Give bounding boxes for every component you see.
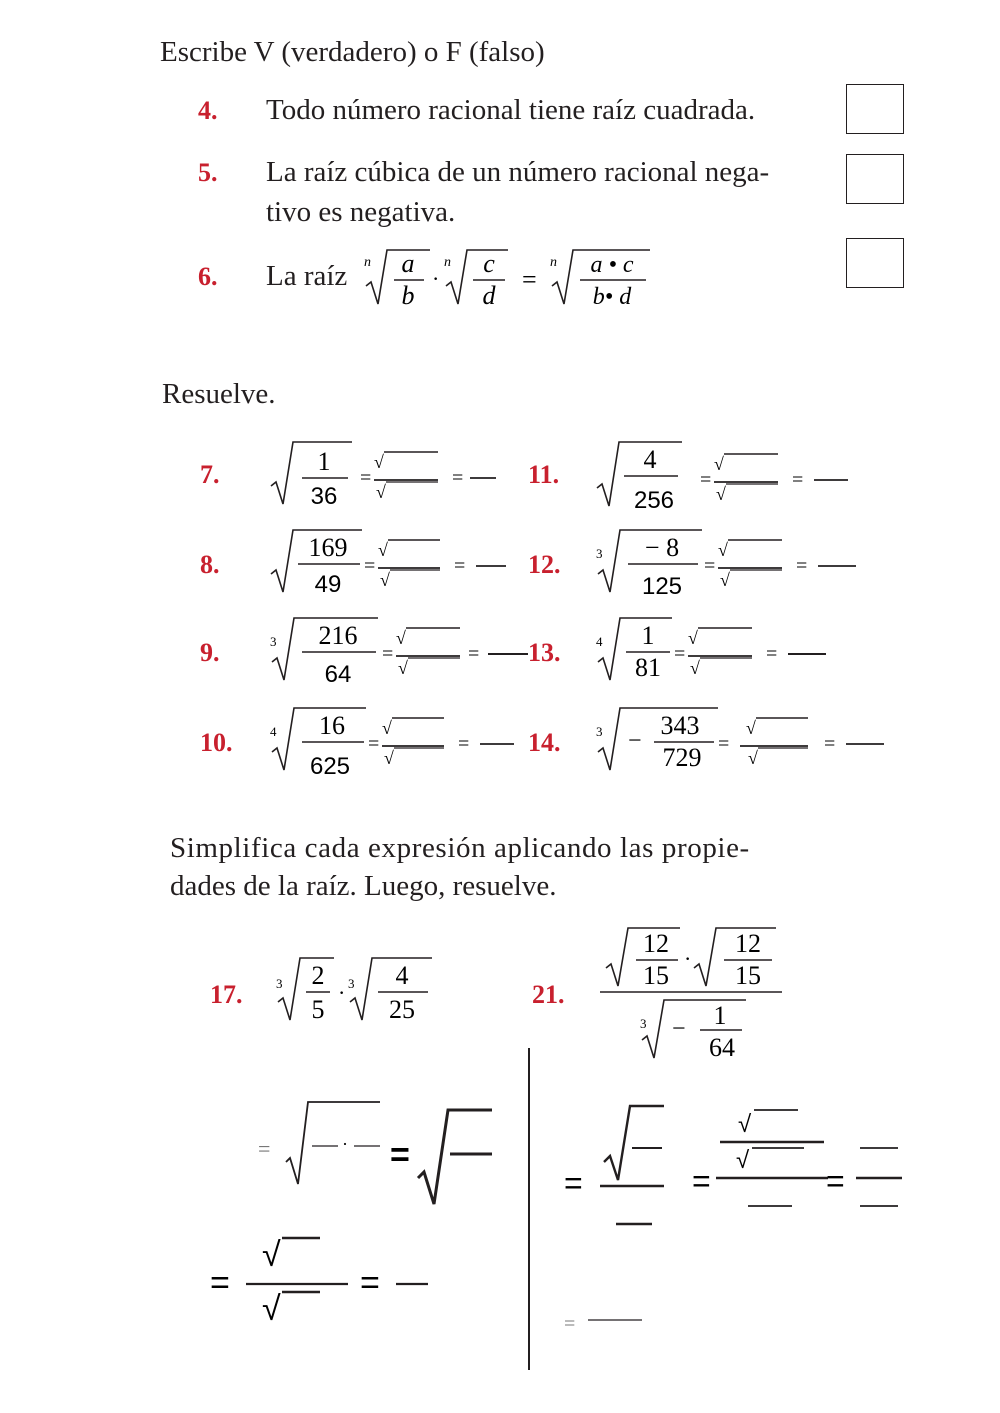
work-21-step1 [560, 1100, 910, 1240]
sqrt-blank: √ [396, 628, 406, 648]
sqrt-blank: √ [376, 482, 386, 502]
exercise-9 [266, 612, 536, 692]
work-area-divider [528, 1048, 530, 1370]
equals-symbol: = [452, 467, 464, 489]
frac-d: d [482, 281, 496, 310]
numerator: − 8 [644, 533, 680, 562]
numerator: 4 [395, 961, 409, 990]
root-index: 4 [270, 724, 277, 739]
exercise-14 [592, 700, 892, 782]
item-number-6: 6. [198, 262, 218, 291]
dot-symbol: · [342, 1134, 348, 1154]
denominator: 15 [735, 961, 761, 990]
sqrt-blank: √ [398, 658, 408, 678]
equals-symbol: = [826, 1163, 845, 1199]
statement-5-line1: La raíz cúbica de un número racional nega- [266, 156, 770, 188]
root-index: 3 [348, 976, 355, 991]
numerator: 1 [317, 447, 331, 476]
denominator: 729 [662, 743, 702, 772]
equals-symbol: = [766, 643, 778, 665]
statement-6-expression [360, 240, 660, 312]
equals-symbol: = [718, 733, 730, 755]
exercise-10 [266, 700, 521, 784]
numerator: 1 [641, 621, 655, 650]
equals-symbol: = [360, 467, 372, 489]
sqrt-blank: √ [380, 570, 390, 590]
root-index: 3 [596, 724, 603, 739]
numerator: 16 [319, 711, 345, 740]
item-number-4: 4. [198, 96, 218, 125]
numerator: 1 [713, 1001, 727, 1030]
denominator: 49 [314, 571, 342, 598]
numerator: 12 [643, 929, 669, 958]
item-number-8: 8. [200, 550, 220, 579]
equals-symbol: = [454, 555, 466, 577]
denominator: 5 [311, 995, 325, 1024]
item-number-12: 12. [528, 550, 561, 579]
sqrt-blank: √ [374, 452, 384, 472]
exercise-17 [272, 950, 442, 1030]
sqrt-blank: √ [720, 570, 730, 590]
equals-symbol: = [792, 469, 804, 491]
item-number-11: 11. [528, 460, 560, 489]
dot-symbol: · [684, 946, 692, 971]
sqrt-blank: √ [262, 1236, 281, 1274]
equals-symbol: = [692, 1163, 711, 1199]
frac-a: a [401, 249, 415, 278]
sqrt-blank: √ [714, 454, 724, 474]
numerator: 2 [311, 961, 325, 990]
item-number-17: 17. [210, 980, 243, 1009]
sqrt-blank: √ [746, 718, 756, 738]
sqrt-blank: √ [716, 484, 726, 504]
statement-6: La raíz [266, 260, 348, 292]
exercise-21 [596, 922, 796, 1062]
exercise-8 [266, 524, 516, 604]
answer-box-6[interactable] [846, 238, 904, 288]
frac-b: b [401, 281, 415, 310]
root-index: n [364, 255, 371, 270]
sqrt-blank: √ [688, 628, 698, 648]
equals-symbol: = [210, 1264, 230, 1302]
exercise-11 [592, 436, 852, 520]
equals-symbol: = [564, 1313, 576, 1335]
root-index: n [550, 255, 557, 270]
sqrt-blank: √ [384, 748, 394, 768]
numerator: 169 [308, 533, 348, 562]
denominator: 25 [389, 995, 415, 1024]
equals-symbol: = [674, 643, 686, 665]
root-index: 3 [596, 546, 603, 561]
section-title-resuelve: Resuelve. [162, 378, 276, 410]
dot-symbol: · [432, 266, 440, 291]
denominator: 15 [643, 961, 669, 990]
sqrt-blank: √ [262, 1290, 281, 1328]
statement-5-line2: tivo es negativa. [266, 196, 456, 228]
root-index: 3 [276, 976, 283, 991]
exercise-13 [592, 612, 832, 692]
numerator: 216 [318, 621, 358, 650]
equals-symbol: = [522, 265, 537, 294]
denominator: 125 [641, 573, 683, 600]
item-number-5: 5. [198, 158, 218, 187]
equals-symbol: = [564, 1165, 583, 1201]
equals-symbol: = [382, 643, 394, 665]
sqrt-blank: √ [690, 658, 700, 678]
minus-sign: − [628, 728, 642, 754]
root-index: 4 [596, 634, 603, 649]
equals-symbol: = [704, 555, 716, 577]
answer-box-5[interactable] [846, 154, 904, 204]
item-number-21: 21. [532, 980, 565, 1009]
dot-symbol: · [338, 980, 346, 1005]
sqrt-blank: √ [378, 540, 388, 560]
equals-symbol: = [824, 733, 836, 755]
item-number-10: 10. [200, 728, 233, 757]
frac-c: c [483, 249, 495, 278]
sqrt-blank: √ [748, 748, 758, 768]
root-index: 3 [270, 634, 277, 649]
numerator: 12 [735, 929, 761, 958]
denominator: 81 [635, 653, 661, 682]
equals-symbol: = [796, 555, 808, 577]
sqrt-blank: √ [718, 540, 728, 560]
item-number-7: 7. [200, 460, 220, 489]
denominator: 625 [309, 753, 351, 780]
root-index: n [444, 255, 451, 270]
denominator: 64 [709, 1033, 735, 1062]
frac-ac: a • c [590, 252, 634, 278]
frac-bd: b• d [592, 284, 632, 310]
numerator: 4 [643, 445, 657, 474]
denominator: 256 [633, 487, 675, 514]
root-index: 3 [640, 1016, 647, 1031]
section-title-simplifica-line1: Simplifica cada expresión aplicando las propie- [170, 832, 750, 864]
equals-symbol: = [258, 1136, 271, 1161]
minus-sign: − [672, 1016, 686, 1042]
equals-symbol: = [368, 733, 380, 755]
sqrt-blank: √ [736, 1147, 750, 1174]
sqrt-blank: √ [738, 1111, 752, 1138]
sqrt-blank: √ [382, 718, 392, 738]
equals-symbol: = [360, 1264, 380, 1302]
item-number-9: 9. [200, 638, 220, 667]
item-number-14: 14. [528, 728, 561, 757]
statement-4: Todo número racional tiene raíz cuadrada. [266, 94, 756, 126]
section-title-simplifica-line2: dades de la raíz. Luego, resuelve. [170, 870, 557, 902]
denominator: 64 [324, 661, 352, 688]
work-21-step2 [560, 1300, 660, 1340]
equals-symbol: = [468, 643, 480, 665]
equals-symbol: = [700, 469, 712, 491]
item-number-13: 13. [528, 638, 561, 667]
equals-symbol: = [390, 1136, 410, 1174]
numerator: 343 [660, 711, 700, 740]
exercise-7 [266, 436, 506, 516]
work-17-step2 [206, 1228, 446, 1338]
equals-symbol: = [364, 555, 376, 577]
section-title-true-false: Escribe V (verdadero) o F (falso) [160, 36, 545, 68]
denominator: 36 [310, 483, 338, 510]
work-17-step1 [250, 1096, 500, 1210]
answer-box-4[interactable] [846, 84, 904, 134]
exercise-12 [592, 524, 862, 606]
equals-symbol: = [458, 733, 470, 755]
